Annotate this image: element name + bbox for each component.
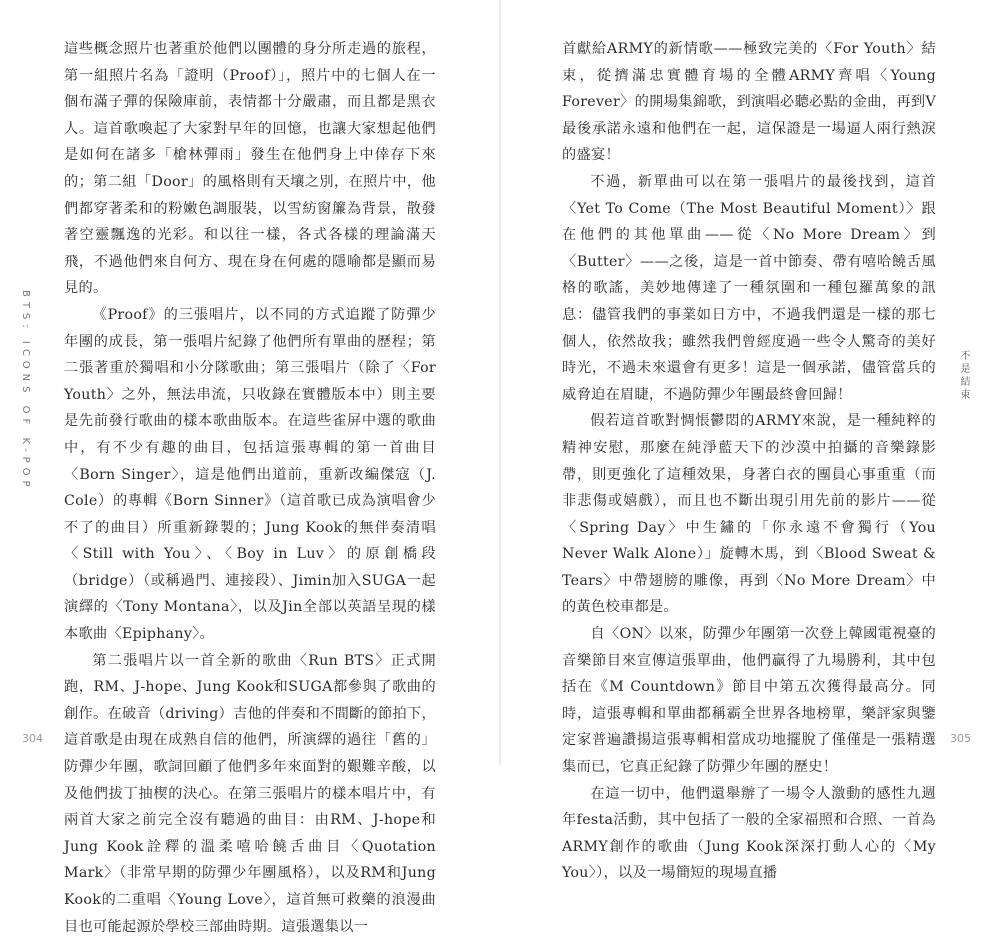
paragraph: 第二張唱片以一首全新的歌曲〈Run BTS〉正式開跑，RM、J-hope、Jung Kook和SUGA都參與了歌曲的創作。在破音（driving）吉他的伴奏和不間斷的節拍下，這首歌是由現在成熟自信的他們，所演繹的過往「舊的」防彈少年團，歌詞回顧了他們多年來面對的艱難辛酸，以及他們拔丁抽楔的決心。在第三張唱片的樣本唱片中，有兩首大家之前完全沒有聽過的曲目：由RM、J-hope和Jung Kook詮釋的溫柔嘻哈饒舌曲目〈Quotation Mark〉（非常早期的防彈少年團風格），以及RM和Jung Kook的二重唱〈Young Love〉，這首無可救藥的浪漫曲目也可能起源於學校三部曲時期。這張選集以一 [64,652,436,935]
paragraph: 在這一切中，他們還舉辦了一場令人激動的感性九週年festa活動，其中包括了一般的全家福照和合照、一首為ARMY創作的歌曲（Jung Kook深深打動人心的〈My You〉），以及一場簡短的現場直播 [562,785,936,882]
paragraph: 這些概念照片也著重於他們以團體的身分所走過的旅程，第一組照片名為「證明（Proof）」，照片中的七個人在一個布滿子彈的保險庫前，表情都十分嚴肅，而且都是黑衣人。這首歌喚起了大家對早年的回憶，也讓大家想起他們是如何在諸多「槍林彈雨」發生在他們身上中倖存下來的；第二組「Door」的風格則有天壤之別，在照片中，他們都穿著柔和的粉嫩色調服裝，以雪紡窗簾為背景，散發著空靈飄逸的光彩。和以往一樣，各式各樣的理論滿天飛，不過他們來自何方、現在身在何處的隱喻都是顯而易見的。 [64,41,436,297]
paragraph: 首獻給ARMY的新情歌——極致完美的〈For Youth〉結束，從擠滿忠實體育場的全體ARMY齊唱〈Young Forever〉的開場集錦歌，到演唱必聽必點的金曲，再到V最後承諾永遠和他們在一起，這保證是一場逼人兩行熱淚的盛宴！ [562,41,936,164]
running-head-left: BTS: ICONS OF K-POP [20,290,31,492]
left-body-text [64,36,436,940]
page-number-left: 304 [22,732,43,745]
paragraph: 假若這首歌對惆悵鬱悶的ARMY來說，是一種純粹的精神安慰，那麼在純淨藍天下的沙漠中拍攝的音樂錄影帶，則更強化了這種效果，身著白衣的團員心事重重（而非悲傷或嬉戲），而且也不斷出現引用先前的影片——從〈Spring Day〉中生鏽的「你永遠不會獨行（You Never Walk Alone）」旋轉木馬，到〈Blood Sweat & Tears〉中帶翅膀的雕像，再到〈No More Dream〉中的黃色校車都是。 [562,413,936,616]
paragraph: 自〈ON〉以來，防彈少年團第一次登上韓國電視臺的音樂節目來宣傳這張單曲，他們贏得了九場勝利，其中包括在《M Countdown》節目中第五次獲得最高分。同時，這張專輯和單曲都稱霸全世界各地榜單，樂評家與鑒定家普遍讚揚這張專輯相當成功地擺脫了僅僅是一張精選集而已，它真正紀錄了防彈少年團的歷史！ [562,626,936,776]
paragraph: 不過，新單曲可以在第一張唱片的最後找到，這首〈Yet To Come（The Most Beautiful Moment）〉跟在他們的其他單曲——從〈No More Dream〉到〈Butter〉——之後，這是一首中節奏、帶有嘻哈饒舌風格的歌謠，美妙地傳達了一種氛圍和一種包羅萬象的訊息：儘管我們的事業如日方中，不過我們還是一樣的那七個人，依然故我；雖然我們曾經度過一些令人驚奇的美好時光，不過未來還會有更多！這是一個承諾，儘管當兵的威脅迫在眉睫，不過防彈少年團最終會回歸！ [562,173,936,403]
page-number-right: 305 [950,732,971,745]
running-head-right: 不是結束 [958,350,969,402]
left-page [0,0,500,935]
right-page [500,0,1000,882]
right-body-text [562,36,936,887]
paragraph: 《Proof》的三張唱片，以不同的方式追蹤了防彈少年團的成長，第一張唱片紀錄了他們所有單曲的歷程；第二張著重於獨唱和小分隊歌曲；第三張唱片（除了〈For Youth〉之外，無法串流，只收錄在實體版本中）則主要是先前發行歌曲的樣本歌曲版本。在這些雀屏中選的歌曲中，有不少有趣的曲目，包括這張專輯的第一首曲目〈Born Singer〉，這是他們出道前，重新改編傑寇（J. Cole）的專輯《Born Sinner》（這首歌已成為演唱會少不了的曲目）所重新錄製的；Jung Kook的無伴奏清唱〈Still with You〉、〈Boy in Luv〉的原創橋段（bridge）（或稱過門、連接段）、Jimin加入SUGA一起演繹的〈Tony Montana〉，以及Jin全部以英語呈現的樣本歌曲〈Epiphany〉。 [64,306,436,643]
